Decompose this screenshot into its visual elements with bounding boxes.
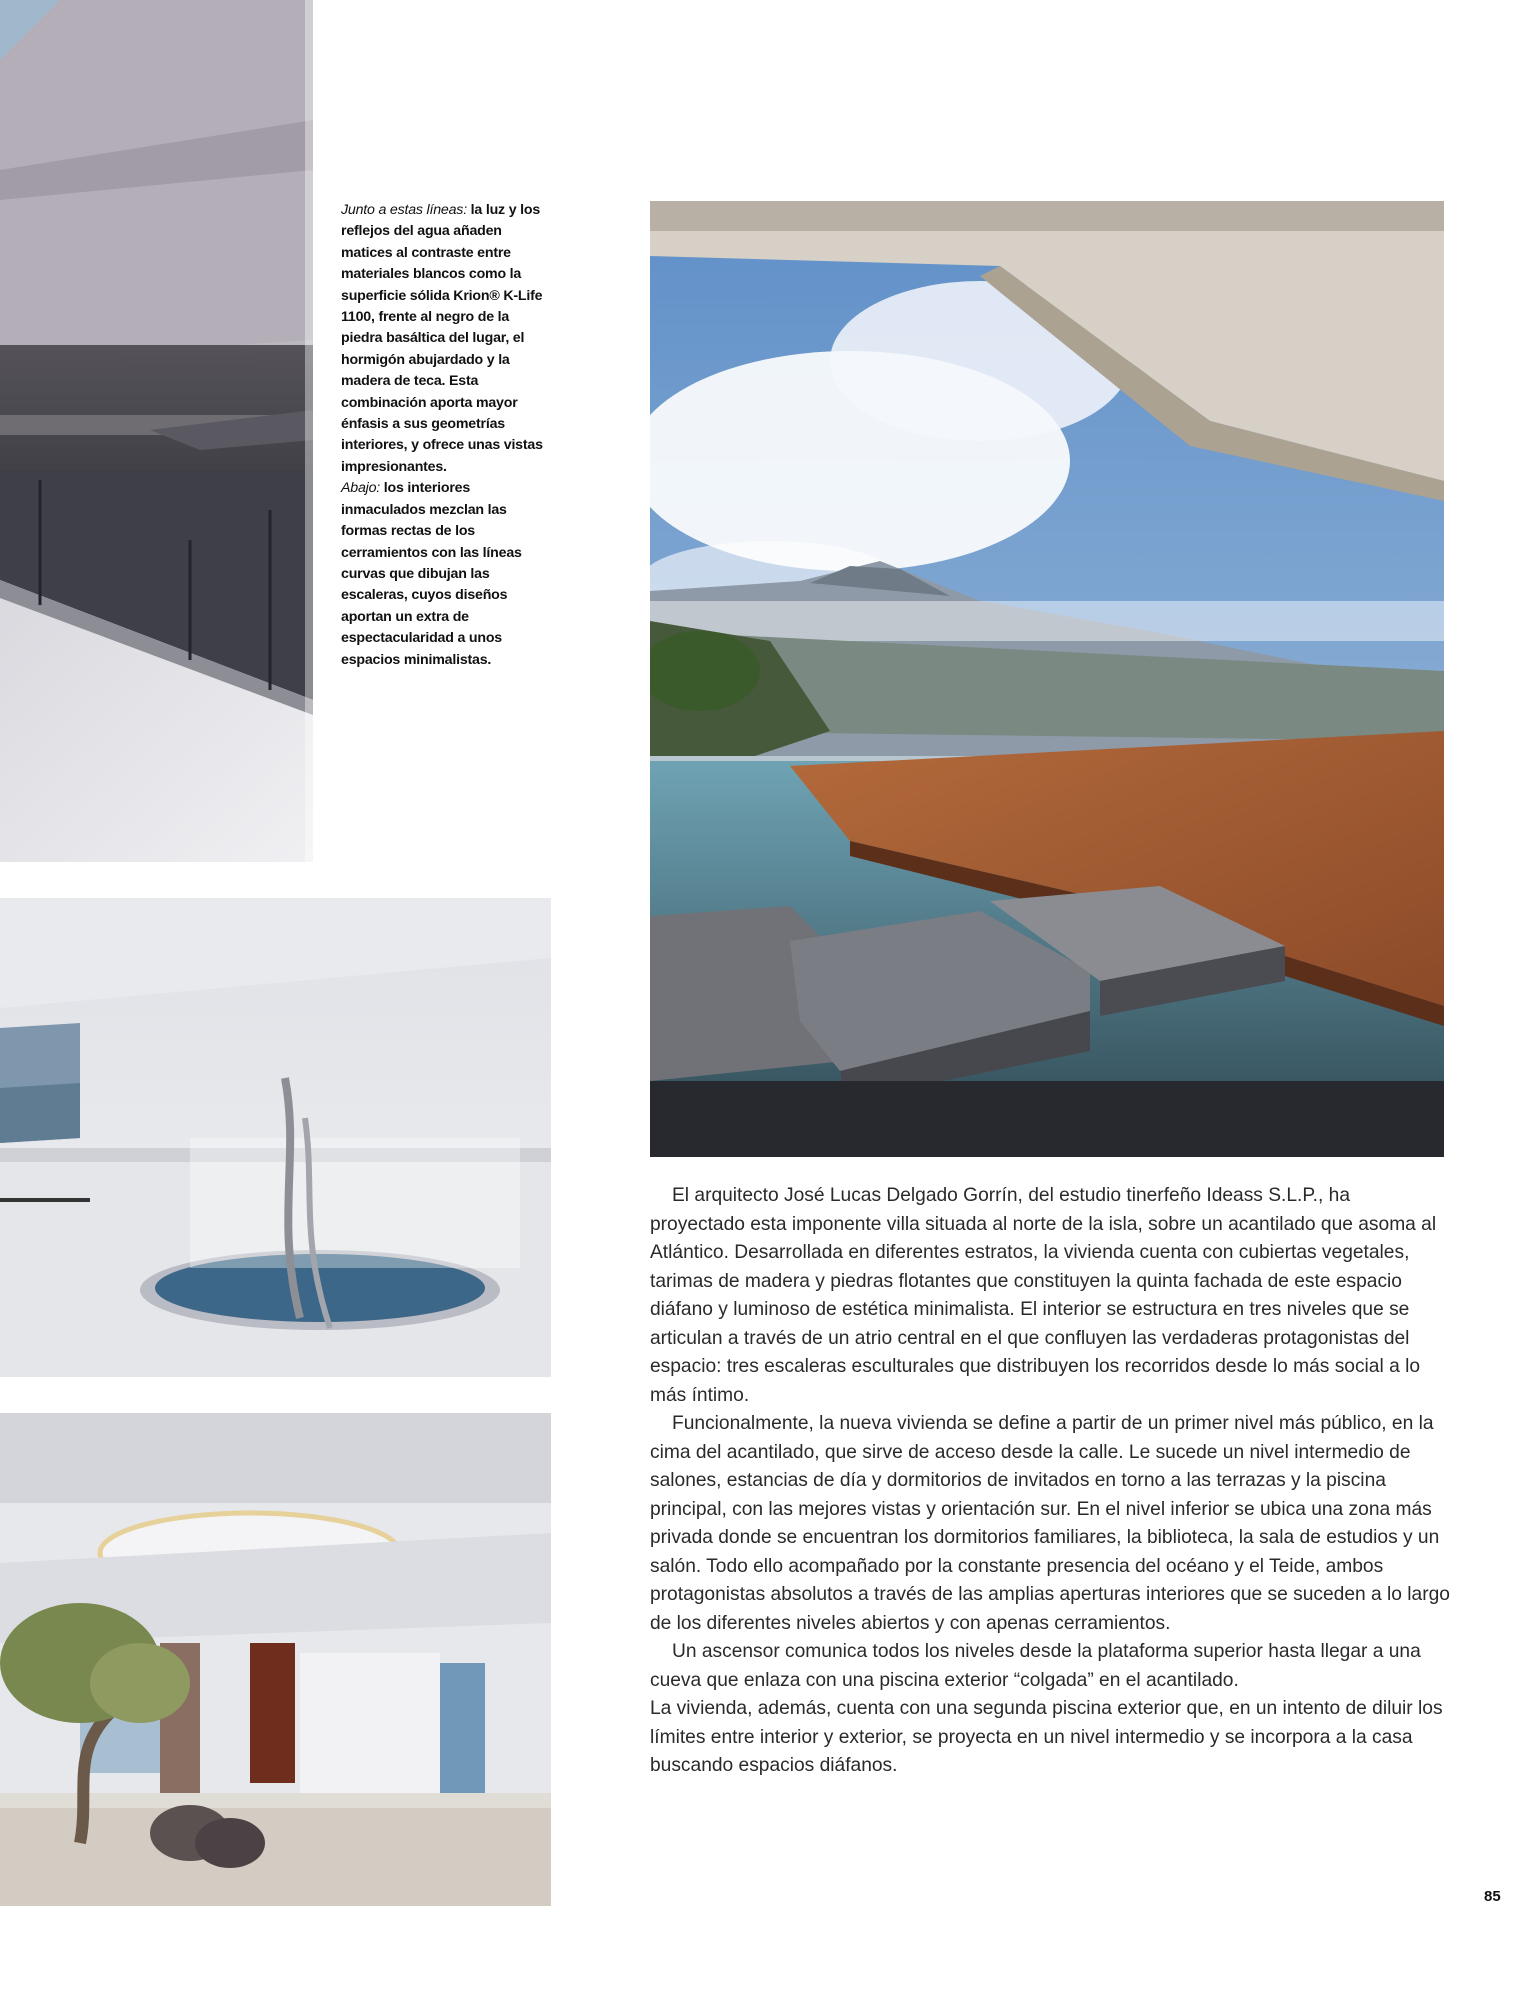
page-number: 85 xyxy=(1484,1888,1501,1905)
photo-caption xyxy=(341,200,551,671)
caption-lead-1: Junto a estas líneas: xyxy=(341,202,467,218)
photo-terrace-sea-view xyxy=(0,0,313,862)
photo-interior-staircase xyxy=(0,898,551,1377)
caption-text-1: la luz y los reflejos del agua añaden matices al contraste entre materiales blancos como la superficie sólida Krion® K-Life 1100, frente al negro de la piedra basáltica del lugar, el hormigón abujardado y la madera de teca. Esta combinación aporta mayor énfasis a sus geometrías interiores, y ofrece unas vistas impresionantes. xyxy=(341,202,543,475)
article-paragraph: La vivienda, además, cuenta con una segunda piscina exterior que, en un intento de diluir los límites entre interior y exterior, se proyecta en un nivel intermedio y se incorpora a la casa buscando espacios diáfanos. xyxy=(650,1698,1443,1776)
caption-lead-2: Abajo: xyxy=(341,480,381,497)
article-body xyxy=(650,1182,1450,1781)
photo-infinity-pool-teide xyxy=(650,201,1444,1157)
article-paragraph: Un ascensor comunica todos los niveles desde la plataforma superior hasta llegar a una cueva que enlaza con una piscina exterior “colgada” en el acantilado. xyxy=(650,1641,1421,1691)
article-paragraph: El arquitecto José Lucas Delgado Gorrín, del estudio tinerfeño Ideass S.L.P., ha proyectado esta imponente villa situada al norte de la isla, sobre un acantilado que asoma al Atlántico. Desarrollada en diferentes estratos, la vivienda cuenta con cubiertas vegetales, tarimas de madera y piedras flotantes que constituyen la quinta fachada de este espacio diáfano y luminoso de estética minimalista. El interior se estructura en tres niveles que se articulan a través de un atrio central en el que confluyen las verdaderas protagonistas del espacio: tres escaleras esculturales que distribuyen los recorridos desde lo más social a lo más íntimo. xyxy=(650,1185,1437,1406)
caption-text-2: los interiores inmaculados mezclan las formas rectas de los cerramientos con las líneas curvas que dibujan las escaleras, cuyos diseños aportan un extra de espectacularidad a unos espacios minimalistas. xyxy=(341,480,522,668)
article-paragraph: Funcionalmente, la nueva vivienda se define a partir de un primer nivel más público, en la cima del acantilado, que sirve de acceso desde la calle. Le sucede un nivel intermedio de salones, estancias de día y dormitorios de invitados en torno a las terrazas y la piscina principal, con las mejores vistas y orientación sur. En el nivel inferior se ubica una zona más privada donde se encuentran los dormitorios familiares, la biblioteca, la sala de estudios y un salón. Todo ello acompañado por la constante presencia del océano y el Teide, ambos protagonistas absolutos a través de las amplias aperturas interiores que se suceden a lo largo de los diferentes niveles abiertos y con apenas cerramientos. xyxy=(650,1413,1450,1634)
photo-interior-olive-tree xyxy=(0,1413,551,1906)
